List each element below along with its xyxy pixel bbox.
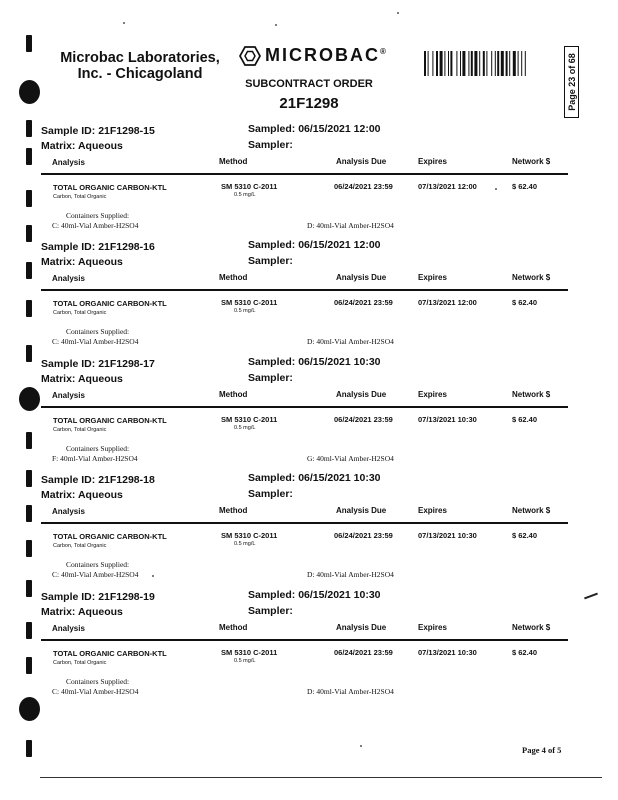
sampler bbox=[248, 488, 293, 500]
col-header-method: Method bbox=[219, 157, 248, 166]
sample-id-value: 21F1298-19 bbox=[98, 591, 155, 603]
analysis-subname: Carbon, Total Organic bbox=[53, 543, 107, 549]
analysis-due-value: 06/24/2021 23:59 bbox=[334, 531, 393, 540]
scan-speck bbox=[495, 188, 497, 190]
company-name bbox=[56, 50, 224, 82]
sample-id bbox=[41, 241, 155, 253]
col-header-analysis: Analysis bbox=[52, 391, 85, 400]
sample-id-label: Sample ID: bbox=[41, 358, 96, 370]
network-price-value: $ 62.40 bbox=[512, 415, 538, 424]
scan-mark bbox=[26, 657, 32, 674]
col-header-network: Network $ bbox=[512, 506, 551, 515]
sampler-label: Sampler: bbox=[248, 139, 293, 151]
sampled-value: 06/15/2021 10:30 bbox=[298, 472, 381, 484]
col-header-analysis-due: Analysis Due bbox=[336, 623, 387, 632]
scan-mark bbox=[26, 262, 32, 279]
sampled-datetime bbox=[248, 123, 381, 135]
sample-id-label: Sample ID: bbox=[41, 474, 96, 486]
col-header-method: Method bbox=[219, 506, 248, 515]
page-stamp: Page 23 of 68 bbox=[566, 53, 577, 111]
method-detection-limit: 0.5 mg/L bbox=[234, 192, 256, 198]
scan-speck bbox=[152, 575, 154, 577]
container-1: C: 40ml-Vial Amber-H2SO4 bbox=[52, 687, 139, 696]
method-name: SM 5310 C-2011 bbox=[221, 182, 278, 191]
order-id: 21F1298 bbox=[279, 95, 339, 112]
analysis-due-value: 06/24/2021 23:59 bbox=[334, 648, 393, 657]
analysis-subname: Carbon, Total Organic bbox=[53, 660, 107, 666]
col-header-method: Method bbox=[219, 390, 248, 399]
barcode bbox=[423, 51, 555, 76]
col-header-network: Network $ bbox=[512, 390, 551, 399]
analysis-name: TOTAL ORGANIC CARBON-KTL bbox=[53, 183, 167, 192]
logo-text: MICROBAC bbox=[265, 45, 380, 65]
col-header-analysis-due: Analysis Due bbox=[336, 273, 387, 282]
analysis-subname: Carbon, Total Organic bbox=[53, 427, 107, 433]
punch-hole bbox=[19, 387, 40, 411]
sampled-value: 06/15/2021 10:30 bbox=[298, 589, 381, 601]
scan-speck bbox=[360, 745, 362, 747]
col-header-method: Method bbox=[219, 623, 248, 632]
sampled-label: Sampled: bbox=[248, 123, 296, 135]
table-header-rule bbox=[41, 406, 568, 408]
sampled-label: Sampled: bbox=[248, 589, 296, 601]
container-1: C: 40ml-Vial Amber-H2SO4 bbox=[52, 337, 139, 346]
scan-mark bbox=[26, 740, 32, 757]
sampler bbox=[248, 372, 293, 384]
expires-value: 07/13/2021 12:00 bbox=[418, 182, 477, 191]
containers-supplied-label: Containers Supplied: bbox=[66, 444, 130, 453]
matrix-value: Aqueous bbox=[77, 373, 123, 385]
network-price-value: $ 62.40 bbox=[512, 648, 538, 657]
containers-supplied-label: Containers Supplied: bbox=[66, 677, 130, 686]
punch-hole bbox=[19, 80, 40, 104]
analysis-due-value: 06/24/2021 23:59 bbox=[334, 415, 393, 424]
col-header-analysis: Analysis bbox=[52, 624, 85, 633]
col-header-analysis-due: Analysis Due bbox=[336, 157, 387, 166]
scan-mark bbox=[26, 470, 32, 487]
col-header-network: Network $ bbox=[512, 273, 551, 282]
col-header-expires: Expires bbox=[418, 506, 447, 515]
sampler-label: Sampler: bbox=[248, 372, 293, 384]
matrix bbox=[41, 489, 123, 501]
table-header-rule bbox=[41, 639, 568, 641]
col-header-analysis-due: Analysis Due bbox=[336, 506, 387, 515]
sampled-label: Sampled: bbox=[248, 472, 296, 484]
method-detection-limit: 0.5 mg/L bbox=[234, 308, 256, 314]
analysis-subname: Carbon, Total Organic bbox=[53, 310, 107, 316]
scan-mark bbox=[26, 580, 32, 597]
logo-wordmark bbox=[265, 45, 388, 66]
expires-value: 07/13/2021 10:30 bbox=[418, 415, 477, 424]
col-header-network: Network $ bbox=[512, 157, 551, 166]
method-name: SM 5310 C-2011 bbox=[221, 415, 278, 424]
sampler bbox=[248, 255, 293, 267]
method-detection-limit: 0.5 mg/L bbox=[234, 658, 256, 664]
matrix-label: Matrix: bbox=[41, 256, 76, 268]
network-price-value: $ 62.40 bbox=[512, 298, 538, 307]
col-header-analysis-due: Analysis Due bbox=[336, 390, 387, 399]
container-1: C: 40ml-Vial Amber-H2SO4 bbox=[52, 570, 139, 579]
network-price-value: $ 62.40 bbox=[512, 182, 538, 191]
scan-speck bbox=[275, 24, 277, 26]
footer-page-number: Page 4 of 5 bbox=[522, 745, 562, 755]
sampler-label: Sampler: bbox=[248, 488, 293, 500]
scan-mark bbox=[26, 148, 32, 165]
footer-divider bbox=[40, 777, 602, 778]
matrix bbox=[41, 373, 123, 385]
expires-value: 07/13/2021 10:30 bbox=[418, 648, 477, 657]
sampler-label: Sampler: bbox=[248, 255, 293, 267]
analysis-name: TOTAL ORGANIC CARBON-KTL bbox=[53, 532, 167, 541]
analysis-name: TOTAL ORGANIC CARBON-KTL bbox=[53, 416, 167, 425]
col-header-analysis: Analysis bbox=[52, 274, 85, 283]
sample-id bbox=[41, 474, 155, 486]
scan-speck bbox=[397, 12, 399, 14]
sample-id-label: Sample ID: bbox=[41, 241, 96, 253]
container-2: G: 40ml-Vial Amber-H2SO4 bbox=[307, 454, 394, 463]
scan-mark bbox=[26, 505, 32, 522]
col-header-expires: Expires bbox=[418, 390, 447, 399]
matrix bbox=[41, 256, 123, 268]
method-name: SM 5310 C-2011 bbox=[221, 298, 278, 307]
sample-id-value: 21F1298-17 bbox=[98, 358, 155, 370]
scan-mark bbox=[26, 432, 32, 449]
method-name: SM 5310 C-2011 bbox=[221, 531, 278, 540]
matrix-value: Aqueous bbox=[77, 489, 123, 501]
sampler bbox=[248, 139, 293, 151]
col-header-expires: Expires bbox=[418, 273, 447, 282]
table-header-rule bbox=[41, 289, 568, 291]
container-2: D: 40ml-Vial Amber-H2SO4 bbox=[307, 221, 394, 230]
scan-mark bbox=[26, 35, 32, 52]
table-header-rule bbox=[41, 173, 568, 175]
containers-supplied-label: Containers Supplied: bbox=[66, 211, 130, 220]
sample-id-value: 21F1298-15 bbox=[98, 125, 155, 137]
scan-mark bbox=[26, 225, 32, 242]
scan-mark bbox=[26, 300, 32, 317]
sample-id-label: Sample ID: bbox=[41, 591, 96, 603]
analysis-due-value: 06/24/2021 23:59 bbox=[334, 298, 393, 307]
scan-mark bbox=[26, 345, 32, 362]
sampled-value: 06/15/2021 12:00 bbox=[298, 239, 381, 251]
matrix-value: Aqueous bbox=[77, 606, 123, 618]
table-header-rule bbox=[41, 522, 568, 524]
scan-mark bbox=[26, 540, 32, 557]
company-name-line1: Microbac Laboratories, bbox=[60, 50, 220, 66]
sampled-value: 06/15/2021 12:00 bbox=[298, 123, 381, 135]
sample-id-label: Sample ID: bbox=[41, 125, 96, 137]
stray-scan-mark bbox=[584, 593, 598, 600]
sampled-datetime bbox=[248, 589, 381, 601]
sample-id bbox=[41, 125, 155, 137]
method-detection-limit: 0.5 mg/L bbox=[234, 541, 256, 547]
matrix-value: Aqueous bbox=[77, 256, 123, 268]
scan-speck bbox=[123, 22, 125, 24]
network-price-value: $ 62.40 bbox=[512, 531, 538, 540]
sampled-datetime bbox=[248, 472, 381, 484]
matrix-label: Matrix: bbox=[41, 373, 76, 385]
page-stamp-box bbox=[564, 46, 579, 118]
containers-supplied-label: Containers Supplied: bbox=[66, 560, 130, 569]
hexagon-logo-icon bbox=[239, 46, 261, 71]
containers-supplied-label: Containers Supplied: bbox=[66, 327, 130, 336]
analysis-name: TOTAL ORGANIC CARBON-KTL bbox=[53, 649, 167, 658]
sample-id bbox=[41, 591, 155, 603]
matrix-label: Matrix: bbox=[41, 606, 76, 618]
col-header-analysis: Analysis bbox=[52, 507, 85, 516]
logo-registered-mark: ® bbox=[380, 47, 388, 56]
matrix-label: Matrix: bbox=[41, 489, 76, 501]
col-header-expires: Expires bbox=[418, 157, 447, 166]
sampler-label: Sampler: bbox=[248, 605, 293, 617]
container-2: D: 40ml-Vial Amber-H2SO4 bbox=[307, 687, 394, 696]
expires-value: 07/13/2021 10:30 bbox=[418, 531, 477, 540]
sample-id-value: 21F1298-18 bbox=[98, 474, 155, 486]
matrix bbox=[41, 606, 123, 618]
matrix-value: Aqueous bbox=[77, 140, 123, 152]
matrix bbox=[41, 140, 123, 152]
col-header-network: Network $ bbox=[512, 623, 551, 632]
col-header-analysis: Analysis bbox=[52, 158, 85, 167]
scan-mark bbox=[26, 190, 32, 207]
sample-id bbox=[41, 358, 155, 370]
container-1: F: 40ml-Vial Amber-H2SO4 bbox=[52, 454, 138, 463]
sample-id-value: 21F1298-16 bbox=[98, 241, 155, 253]
scan-mark bbox=[26, 622, 32, 639]
col-header-expires: Expires bbox=[418, 623, 447, 632]
container-1: C: 40ml-Vial Amber-H2SO4 bbox=[52, 221, 139, 230]
analysis-due-value: 06/24/2021 23:59 bbox=[334, 182, 393, 191]
container-2: D: 40ml-Vial Amber-H2SO4 bbox=[307, 570, 394, 579]
analysis-subname: Carbon, Total Organic bbox=[53, 194, 107, 200]
method-detection-limit: 0.5 mg/L bbox=[234, 425, 256, 431]
container-2: D: 40ml-Vial Amber-H2SO4 bbox=[307, 337, 394, 346]
col-header-method: Method bbox=[219, 273, 248, 282]
company-name-line2: Inc. - Chicagoland bbox=[77, 66, 203, 82]
sampled-value: 06/15/2021 10:30 bbox=[298, 356, 381, 368]
method-name: SM 5310 C-2011 bbox=[221, 648, 278, 657]
expires-value: 07/13/2021 12:00 bbox=[418, 298, 477, 307]
scan-mark bbox=[26, 120, 32, 137]
matrix-label: Matrix: bbox=[41, 140, 76, 152]
sampler bbox=[248, 605, 293, 617]
sampled-datetime bbox=[248, 356, 381, 368]
document-title: SUBCONTRACT ORDER bbox=[245, 78, 373, 90]
analysis-name: TOTAL ORGANIC CARBON-KTL bbox=[53, 299, 167, 308]
sampled-datetime bbox=[248, 239, 381, 251]
sampled-label: Sampled: bbox=[248, 239, 296, 251]
sampled-label: Sampled: bbox=[248, 356, 296, 368]
punch-hole bbox=[19, 697, 40, 721]
